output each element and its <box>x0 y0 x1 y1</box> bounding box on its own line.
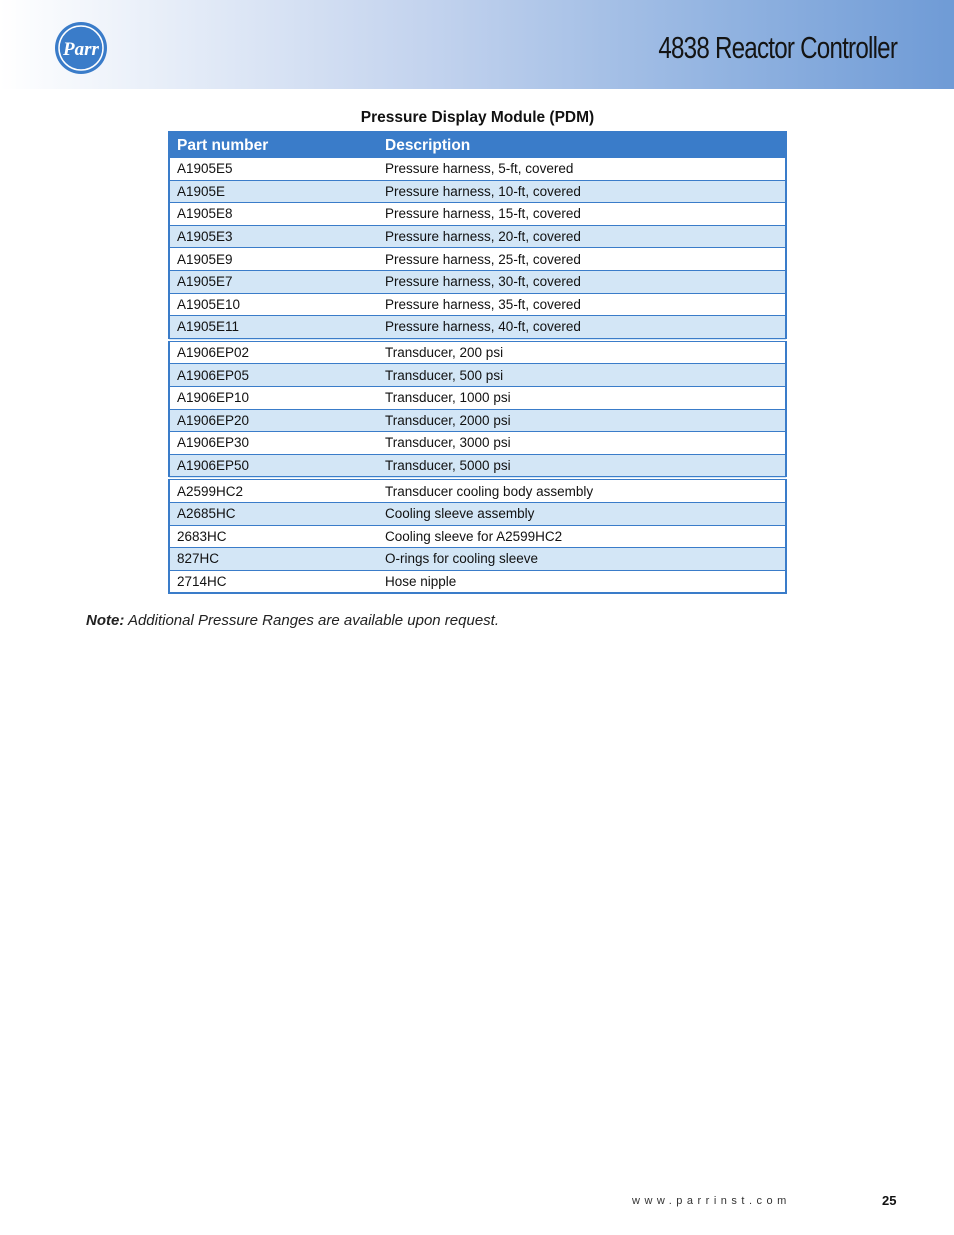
parts-table <box>168 131 787 594</box>
part-number-cell: 2683HC <box>169 525 378 548</box>
note <box>86 612 499 629</box>
part-number-cell: 2714HC <box>169 570 378 593</box>
table-row <box>169 502 786 525</box>
part-number-cell: A1905E <box>169 180 378 203</box>
description-cell: Cooling sleeve assembly <box>378 502 786 525</box>
table-row <box>169 478 786 502</box>
description-cell: Cooling sleeve for A2599HC2 <box>378 525 786 548</box>
table-row <box>169 364 786 387</box>
table-row <box>169 548 786 571</box>
part-number-cell: 827HC <box>169 548 378 571</box>
table-row <box>169 248 786 271</box>
description-cell: Pressure harness, 40-ft, covered <box>378 316 786 340</box>
note-label: Note: <box>86 612 125 629</box>
note-text: Additional Pressure Ranges are available upon request. <box>124 612 500 629</box>
table-row <box>169 180 786 203</box>
part-number-cell: A2599HC2 <box>169 478 378 502</box>
part-number-cell: A1906EP50 <box>169 454 378 478</box>
description-cell: Transducer, 5000 psi <box>378 454 786 478</box>
part-number-cell: A1905E11 <box>169 316 378 340</box>
table-row <box>169 270 786 293</box>
part-number-cell: A1905E9 <box>169 248 378 271</box>
part-number-cell: A1905E10 <box>169 293 378 316</box>
page-header <box>0 0 954 89</box>
description-cell: O-rings for cooling sleeve <box>378 548 786 571</box>
table-row <box>169 340 786 364</box>
part-number-cell: A1905E3 <box>169 225 378 248</box>
table-row <box>169 570 786 593</box>
description-cell: Pressure harness, 25-ft, covered <box>378 248 786 271</box>
table-row <box>169 225 786 248</box>
logo-text: Parr <box>63 39 99 60</box>
description-cell: Hose nipple <box>378 570 786 593</box>
part-number-cell: A1906EP30 <box>169 432 378 455</box>
description-cell: Transducer, 1000 psi <box>378 386 786 409</box>
table-row <box>169 525 786 548</box>
table-row <box>169 316 786 340</box>
description-cell: Transducer, 200 psi <box>378 340 786 364</box>
description-cell: Pressure harness, 10-ft, covered <box>378 180 786 203</box>
table-row <box>169 432 786 455</box>
footer-url: www.parrinst.com <box>632 1195 791 1207</box>
part-number-cell: A1906EP10 <box>169 386 378 409</box>
part-number-cell: A2685HC <box>169 502 378 525</box>
description-cell: Pressure harness, 5-ft, covered <box>378 158 786 180</box>
description-cell: Pressure harness, 35-ft, covered <box>378 293 786 316</box>
page-number: 25 <box>882 1193 897 1208</box>
table-row <box>169 386 786 409</box>
table-row <box>169 158 786 180</box>
section-title: Pressure Display Module (PDM) <box>360 109 595 126</box>
part-number-cell: A1906EP05 <box>169 364 378 387</box>
table-row <box>169 409 786 432</box>
part-number-cell: A1906EP20 <box>169 409 378 432</box>
part-number-cell: A1905E5 <box>169 158 378 180</box>
column-header-part-number: Part number <box>169 132 378 158</box>
part-number-cell: A1905E8 <box>169 203 378 226</box>
table-row <box>169 454 786 478</box>
description-cell: Transducer, 500 psi <box>378 364 786 387</box>
description-cell: Pressure harness, 20-ft, covered <box>378 225 786 248</box>
table-row <box>169 293 786 316</box>
parr-logo <box>53 22 109 74</box>
description-cell: Pressure harness, 30-ft, covered <box>378 270 786 293</box>
part-number-cell: A1905E7 <box>169 270 378 293</box>
description-cell: Transducer cooling body assembly <box>378 478 786 502</box>
document-title: 4838 Reactor Controller <box>658 30 897 65</box>
table-header-row <box>169 132 786 158</box>
part-number-cell: A1906EP02 <box>169 340 378 364</box>
description-cell: Transducer, 2000 psi <box>378 409 786 432</box>
description-cell: Pressure harness, 15-ft, covered <box>378 203 786 226</box>
column-header-description: Description <box>378 132 786 158</box>
description-cell: Transducer, 3000 psi <box>378 432 786 455</box>
table-row <box>169 203 786 226</box>
